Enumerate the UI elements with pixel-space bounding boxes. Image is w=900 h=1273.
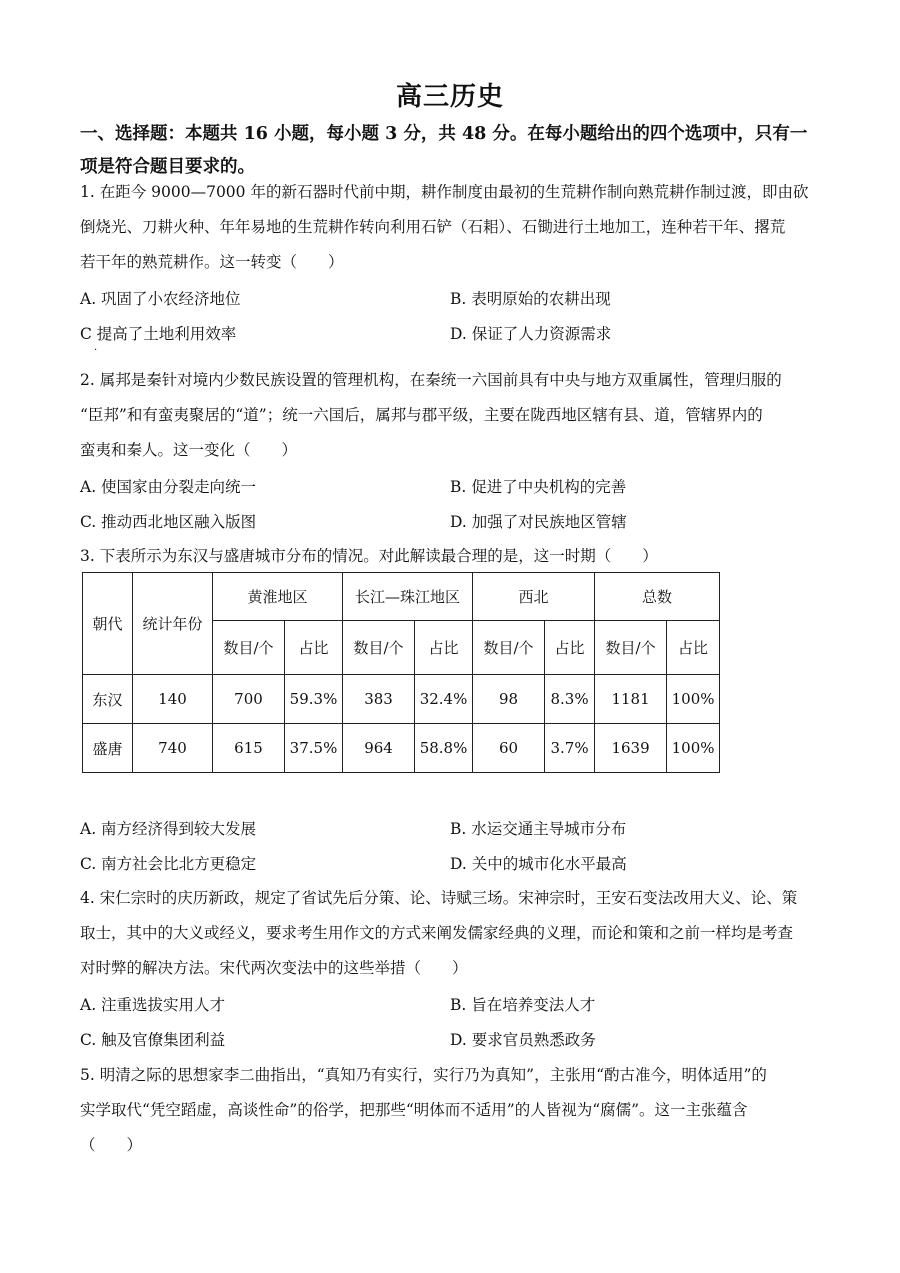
header-year: 统计年份 [133,573,213,675]
subheader-count: 数目/个 [595,621,667,675]
q4-stem-line: 4. 宋仁宗时的庆历新政，规定了省试先后分策、论、诗赋三场。宋神宗时，王安石变法改用大义、论、策 [80,889,798,907]
table-cell: 32.4% [415,675,473,724]
q3-option-b[interactable]: B. 水运交通主导城市分布 [450,820,627,838]
q3-stem-line: 3. 下表所示为东汉与盛唐城市分布的情况。对此解读最合理的是，这一时期（ ） [80,547,658,565]
header-group: 长江—珠江地区 [343,573,473,621]
table-cell: 100% [667,724,720,773]
table-cell: 700 [213,675,285,724]
table-row [83,675,720,724]
section-heading-line: 一、选择题：本题共 16 小题，每小题 3 分，共 48 分。在每小题给出的四个选项中，只有一 [80,124,808,144]
q2-option-a[interactable]: A. 使国家由分裂走向统一 [80,478,257,496]
q5-stem-line: （ ） [80,1136,143,1154]
table-cell: 615 [213,724,285,773]
q3-option-a[interactable]: A. 南方经济得到较大发展 [80,820,257,838]
table-cell: 98 [473,675,545,724]
q4-option-c[interactable]: C. 触及官僚集团利益 [80,1031,226,1049]
subheader-ratio: 占比 [415,621,473,675]
subheader-count: 数目/个 [473,621,545,675]
table-cell: 383 [343,675,415,724]
q1-option-b[interactable]: B. 表明原始的农耕出现 [450,290,611,308]
q2-stem-line: “臣邦”和有蛮夷聚居的“道”；统一六国后，属邦与郡平级，主要在陇西地区辖有县、道，管辖界内的 [80,406,763,424]
table-row [83,724,720,773]
table-cell: 1639 [595,724,667,773]
header-dynasty: 朝代 [83,573,133,675]
table-cell: 8.3% [545,675,595,724]
q1-stem-line: 倒烧光、刀耕火种、年年易地的生荒耕作转向利用石铲（石耜）、石锄进行土地加工，连种若干年、撂荒 [80,218,786,236]
q3-option-d[interactable]: D. 关中的城市化水平最高 [450,855,627,873]
q1-stem-line: 若干年的熟荒耕作。这一转变（ ） [80,253,344,271]
q5-stem-line: 5. 明清之际的思想家李二曲指出，“真知乃有实行，实行乃为真知”，主张用“酌古准今，明体适用”的 [80,1066,767,1084]
table-cell: 140 [133,675,213,724]
table-cell: 100% [667,675,720,724]
q4-option-b[interactable]: B. 旨在培养变法人才 [450,996,596,1014]
q5-stem-line: 实学取代“凭空蹈虚，高谈性命”的俗学，把那些“明体而不适用”的人皆视为“腐儒”。这一主张蕴含 [80,1101,748,1119]
stray-dot: · [94,345,98,356]
header-group: 总数 [595,573,720,621]
q1-stem-line: 1. 在距今 9000—7000 年的新石器时代前中期，耕作制度由最初的生荒耕作制向熟荒耕作制过渡，即由砍 [80,183,809,201]
q4-stem-line: 对时弊的解决方法。宋代两次变法中的这些举措（ ） [80,959,468,977]
subheader-ratio: 占比 [545,621,595,675]
table-cell: 东汉 [83,675,133,724]
table-cell: 60 [473,724,545,773]
section-heading-line: 项是符合题目要求的。 [80,157,255,177]
table-cell: 58.8% [415,724,473,773]
subheader-count: 数目/个 [213,621,285,675]
q4-option-d[interactable]: D. 要求官员熟悉政务 [450,1031,596,1049]
subheader-ratio: 占比 [285,621,343,675]
table-cell: 1181 [595,675,667,724]
table-cell: 37.5% [285,724,343,773]
page-title: 高三历史 [395,82,504,112]
q2-option-d[interactable]: D. 加强了对民族地区管辖 [450,513,627,531]
table-cell: 740 [133,724,213,773]
q4-option-a[interactable]: A. 注重选拔实用人才 [80,996,226,1014]
q4-stem-line: 取士，其中的大义或经义，要求考生用作文的方式来阐发儒家经典的义理，而论和策和之前一样均是考查 [80,924,794,942]
section-heading [80,118,820,184]
q2-stem-line: 2. 属邦是秦针对境内少数民族设置的管理机构，在秦统一六国前具有中央与地方双重属性，管理归服的 [80,371,782,389]
city-distribution-table [82,572,720,773]
q1-option-d[interactable]: D. 保证了人力资源需求 [450,325,612,343]
q2-stem-line: 蛮夷和秦人。这一变化（ ） [80,441,298,459]
subheader-count: 数目/个 [343,621,415,675]
table-cell: 3.7% [545,724,595,773]
header-group: 黄淮地区 [213,573,343,621]
table-cell: 964 [343,724,415,773]
table-cell: 59.3% [285,675,343,724]
q2-option-b[interactable]: B. 促进了中央机构的完善 [450,478,627,496]
table-cell: 盛唐 [83,724,133,773]
q1-option-c[interactable]: C 提高了土地利用效率 [80,325,237,343]
q1-option-a[interactable]: A. 巩固了小农经济地位 [80,290,241,308]
q2-option-c[interactable]: C. 推动西北地区融入版图 [80,513,257,531]
header-group: 西北 [473,573,595,621]
subheader-ratio: 占比 [667,621,720,675]
q3-option-c[interactable]: C. 南方社会比北方更稳定 [80,855,257,873]
